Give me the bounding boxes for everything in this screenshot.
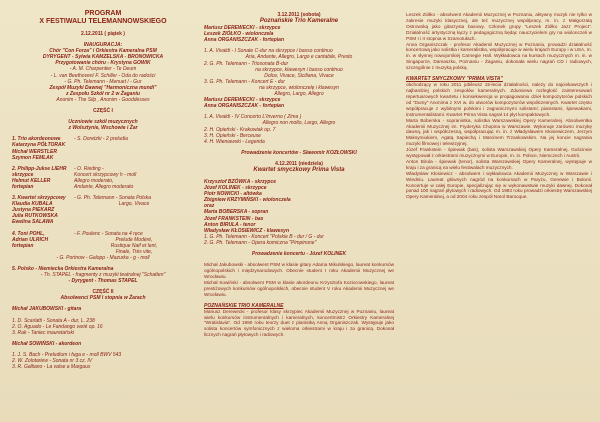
text-line: Przygotowanie chóru - Krystyna GOWIK xyxy=(55,60,151,67)
program-item: fortepian Rustique Naif et lent, xyxy=(12,242,158,249)
column-program-day1 xyxy=(0,0,200,422)
text-line: 3. R. Galliano - La valse a Margaux xyxy=(12,364,91,371)
performer-name: Mariusz DEREWECKI - skrzypce xyxy=(204,97,281,104)
text-line: DYRYGENT - Sylwia KAMZELSKA - BRONOWICKA xyxy=(42,54,164,61)
part1-heading: CZĘŚĆ I xyxy=(93,108,113,115)
performer-name: Michał SOWIŃSKI - akordeon xyxy=(12,340,82,347)
text-line: - Th. STAPEL - fragmenty z muzyki teatralnej "Schatten" xyxy=(40,272,166,279)
bio-paragraph: Marta Boberska - sopranistka, solistka Warszawskiej Opery Kameralnej. Absolwentka Akademii Muzycznej im. Fryderyka Chopina w Warszawie. Wykonuje zarówno muzykę dawną, jak i współczesną, współpracując m. in. z Władysławem Kłosiewiczem, Jerzym Maksymiukiem, Agatą Sapiechą i Marcinem Trzaskowskim. Na jej koncie nagrania muzyki filmowej i telewizyjnej. xyxy=(406,117,592,147)
text-line: 3. G. Ph. Telemann - Koncert E - dur xyxy=(204,78,285,85)
ensemble-title: Poznańskie Trio Kameralne xyxy=(259,18,339,25)
text-line: 3. H. Opieński - Berceuse xyxy=(204,132,261,139)
program-item: 3. Kwartet skrzypcowy - G. Ph. Telemann - Sonata Polska xyxy=(12,195,152,202)
program-item: Julia RUTKOWSKA xyxy=(12,213,58,220)
performer-name: Józef FRANKSTEIN - bas xyxy=(204,215,264,222)
text-line: Uczniowie szkół muzycznych xyxy=(68,119,138,126)
performer-name: Krzysztof BZÓWKA - skrzypce xyxy=(204,178,277,185)
program-item: Helmut KELLER Allegro moderato, xyxy=(12,177,114,184)
performer-name: Piotr NOWICKI - altówka xyxy=(204,191,262,198)
text-line: 3. Rak - Taniec mauretański xyxy=(12,329,75,336)
text-line: 1. A. Vivaldi - I Sonate C-dur na skrzypce i basso continuo xyxy=(204,48,333,55)
bio-paragraph: Anton Birula - śpiewak (tenor), solista Warszawskiej Opery Kameralnej, występuje w kraju i za granicą na wielu festiwalach muzycznych. xyxy=(406,158,592,170)
text-line: 1. G. Ph. Telemann - Koncert "Polskie B - dur / G - dur xyxy=(204,233,324,240)
program-item: Ewelina SALAWA xyxy=(12,219,54,226)
host-credit: Prowadzenie koncertów - Sławomir KOZŁOWSKI xyxy=(241,149,357,156)
bio-paragraph: Mariusz Derewecki - profesor klasy skrzypiec Akademii Muzycznej w Poznaniu, laureat wielu konkursów instrumentalnych i kameralnych, koncertmistrz Orkiestry Kameralnej "Wratislavia". Od 1990 roku teorzy duet z pianistką Anną Organiszczak. Występuje jako solista koncertów symfonicznych z wieloma orkiestrami w kraju i za granicą. Dokonał licznych nagrań płytowych i radiowych. xyxy=(204,308,394,338)
text-line: - Dyrygent - Thomas STAPEL xyxy=(68,278,138,285)
text-line: z Wolsztynie, Wschowie i Żar xyxy=(68,125,138,132)
program-item: Katarzyna PÓŁTORAK xyxy=(12,142,66,149)
festival-title: X FESTIWALU TELEMANNOWSKIEGO xyxy=(39,18,167,25)
program-item: Adrian ULRICH Prelude Modéré, xyxy=(12,236,153,243)
program-item: 2. Philipp-Jukse LIEHR - O. Rieding - xyxy=(12,165,104,172)
text-line: 2. O. Aguado - Le Fandango varié op. 16 xyxy=(12,323,103,330)
text-line: Aria, Andante, Allegro, Largo e cantabile, Presto xyxy=(245,54,353,61)
text-line: na skrzypce, wiolonczelę i klawesyn xyxy=(259,84,339,91)
text-line: 5. Polsko - Niemiecka Orkiestra Kameralna xyxy=(12,266,114,272)
text-line: 1. J. S. Bach - Preludium i fuga e - moll BWV 543 xyxy=(12,351,122,358)
program-item: Klaudia KUBALA Largo, Vivace xyxy=(12,201,150,208)
program-item: fortepian Andante, Allegro moderato xyxy=(12,183,134,190)
program-item: Szymon FEMLAK xyxy=(12,154,54,161)
text-line: z Zespołu Szkół nr 2 w Żaganiu xyxy=(66,90,140,97)
text-line: Allegro, Largo, Allegro xyxy=(274,91,324,98)
performer-name: Leszek ZIÓŁKO - wiolonczela xyxy=(204,31,274,38)
performer-name: Marta BOBERSKA - sopran xyxy=(204,209,269,216)
program-title: PROGRAM xyxy=(84,10,122,17)
section-heading: KWARTET SMYCZKOWY "PRIMA VISTA" xyxy=(406,76,503,83)
performer-name: Anna ORGANISZCZAK - fortepian xyxy=(204,37,284,44)
text-line: Anonim - The Silp , Anonim - Gooddesses xyxy=(56,96,150,103)
performer-name: Józef KOLINEK - skrzypce xyxy=(204,185,267,192)
text-line: 2. G. Ph. Telemann - Opera komiczna "Pimpinone" xyxy=(204,239,317,246)
column-program-day2-3 xyxy=(200,0,400,422)
text-line: 2. W. Zolotariew - Sonata nr 3 cz. IV xyxy=(12,358,93,365)
bio-paragraph: Władysław Kłosiewicz - absolwent i wykładowca Akademii Muzycznej w Warszawie i Wiedniu. Laureat głównych nagród na konkursach w Paryżu, Genewie i Bolonii. Koncertuje w całej Europie, specjalizując się w wykonawstwie muzyki dawnej. Dokonał ponad 100 nagrań płytowych i radiowych. Od 1983 roku prowadzi orkiestrę Warszawskiej Opery Kameralnej, a od 2004 roku zespół Narol Barocque. xyxy=(406,170,592,200)
program-item: Justyna PIEKARZ xyxy=(12,207,55,214)
text-line: 2. H. Opieński - Krakowiak op. 7 xyxy=(204,126,276,133)
bio-paragraph: Michał Jakubowski - absolwent PSM w klasie gitary Adama Mikulskiego, laureat konkursów ogólnopolskich i międzynarodowych. Obecnie student I roku Akademii Muzycznej we Wrocławiu. xyxy=(204,262,394,279)
bio-paragraph: Józef Frankstein - śpiewak (bas), solista Warszawskiej Opery Kameralnej. Gościnnie występował z orkiestrami muzycznymi w Europie, m. in. Polsce, Niemczech i Austrii. xyxy=(406,147,592,159)
bio-paragraph: obchodzący w roku 2011 jubileusz 15-lecia działalności, należy do najciekawszych i najbardziej polskich zespołów kameralnych. Zdumiewa rozległość zainteresowań repertuarowych kwartetu i konsekwencja w propagowaniu dzieł kompozytorów polskich od "Dumy" Anonima z XVI w. do utworów kompozytorów współczesnych. Kwartet często współpracuje z wybitnymi polskimi i zagranicznymi solistami: pianistami, śpiewakami, instrumentalistami. Kwartet Prima Vista nagrał 14 płyt kompaktowych. xyxy=(406,82,592,117)
text-line: Dolce, Vivace, Siciliana, Vivace xyxy=(264,72,334,79)
performer-name: Władysław KŁOSIEWICZ - klawesyn xyxy=(204,227,290,234)
bio-paragraph: Leszek Ziółko - absolwent Akademii Muzycznej w Poznaniu, aktywny muzyk nie tylko w zakresie muzyki klasycznej, ale też muzycznej współpracy, m. in. z Małgorzatą Ostrowską jako gitarzysta basowy. Członek grupy "Leszek Ziółko Jazz Project". Działalność artystyczną łączy z pedagogiczną będąc nauczycielem gry na wiolonczeli w PSM I i II stopnia w Szamotułach. xyxy=(406,12,592,41)
text-line: - L. van Beethoven/ F. Schiller - Oda do radości xyxy=(50,72,156,79)
text-line: na skrzypce, klawesyn i basso continuo xyxy=(255,66,343,73)
performer-name: Michał JAKUBOWSKI - gitara xyxy=(12,306,82,313)
text-line: oraz xyxy=(204,203,215,210)
performer-name: Anna ORGANISZCZAK - fortepian xyxy=(204,103,284,110)
date-day3: 4.12.2011 (niedziela) xyxy=(275,160,323,167)
bio-paragraph: Michał Sowiński - absolwent PSM w klasie akordeonu Krzysztofa Koziorowskiego, laureat prestiżowych konkursów ogólnopolskich, obecnie student V roku Akademii Muzycznej we Wrocławiu. xyxy=(204,279,394,297)
text-line: Chór "Con Forza" i Orkiestra Kameralna PSM xyxy=(49,48,157,55)
text-line: Absolwenci PSM I stopnia w Żarach xyxy=(60,295,146,302)
bio-paragraph: Anna Organiszczak - profesor Akademii Muzycznej w Poznaniu, prowadzi działalność koncertową jako solistka i kameralistka, współpracuje w wielu krajach Europy i w USA, m. in. w słynnej nowojorskiej Carnegie Hall. Wykładowca na kursach muzycznych m. in. w Singapurze, Damaszku, Poznaniu - Żaganiu, dokonała wielu nagrań CD i radiowych, szczególnie z muzyką polską. xyxy=(406,41,592,71)
program-item: skrzypce Koncert skrzypcowy h - moll xyxy=(12,171,137,178)
date-day1: 2.12.2011 ( piątek ) xyxy=(81,31,125,37)
performer-name: Mariusz DEREWECKI - skrzypce xyxy=(204,25,281,32)
text-line: 1. D. Scarlatti - Sonata A - dur, L. 238 xyxy=(12,317,95,324)
inauguration-heading: INAUGURACJA: xyxy=(83,42,123,49)
performer-name: Anton BIRULA - tenor xyxy=(204,221,256,228)
section-heading: POZNAŃSKIE TRIO KAMERALNE xyxy=(204,302,284,309)
part2-heading: CZĘŚĆ II xyxy=(92,289,114,296)
text-line: Zespół Muzyki Dawnej "Harmoniczna mundi" xyxy=(49,84,157,91)
program-item: Finale, Très vite, xyxy=(115,248,153,255)
ensemble-title: Kwartet smyczkowy Prima Vista xyxy=(253,166,345,173)
performer-name: Zbigniew KRZYMIŃSKI - wiolonczela xyxy=(204,197,291,204)
date-day2: 3.12.2011 (sobota) xyxy=(277,12,321,18)
column-biographies xyxy=(400,0,600,422)
program-item: Michał WERSTLER xyxy=(12,148,58,155)
text-line: - G. Portnow - Galopp - Mazurka - g - moll xyxy=(56,254,150,261)
text-line: Allegro non molto, Largo, Allegro xyxy=(262,120,336,127)
text-line: 4. H. Wieniawski - Legenda xyxy=(204,138,265,145)
program-item: 4. Toni POHL, - F. Poulenc - Sonata na 4 ręce xyxy=(12,230,143,237)
text-line: - A. M. Charpentier - Te Deum xyxy=(69,66,137,73)
text-line: - G. Ph. Telemann - Menuet / - Gur xyxy=(64,78,142,85)
program-item: 1. Trio akordeonowe - S. Doretzki - 2 preludia xyxy=(12,136,128,143)
text-line: 2. G. Ph. Telemann - Triosonata B-dur xyxy=(204,60,289,67)
host-credit: Prowadzenie koncertu - Józef KOLINEK xyxy=(251,251,347,257)
text-line: 1. A. Vivaldi - IV Concerto L'Inverno ( Zima ) xyxy=(204,114,302,121)
